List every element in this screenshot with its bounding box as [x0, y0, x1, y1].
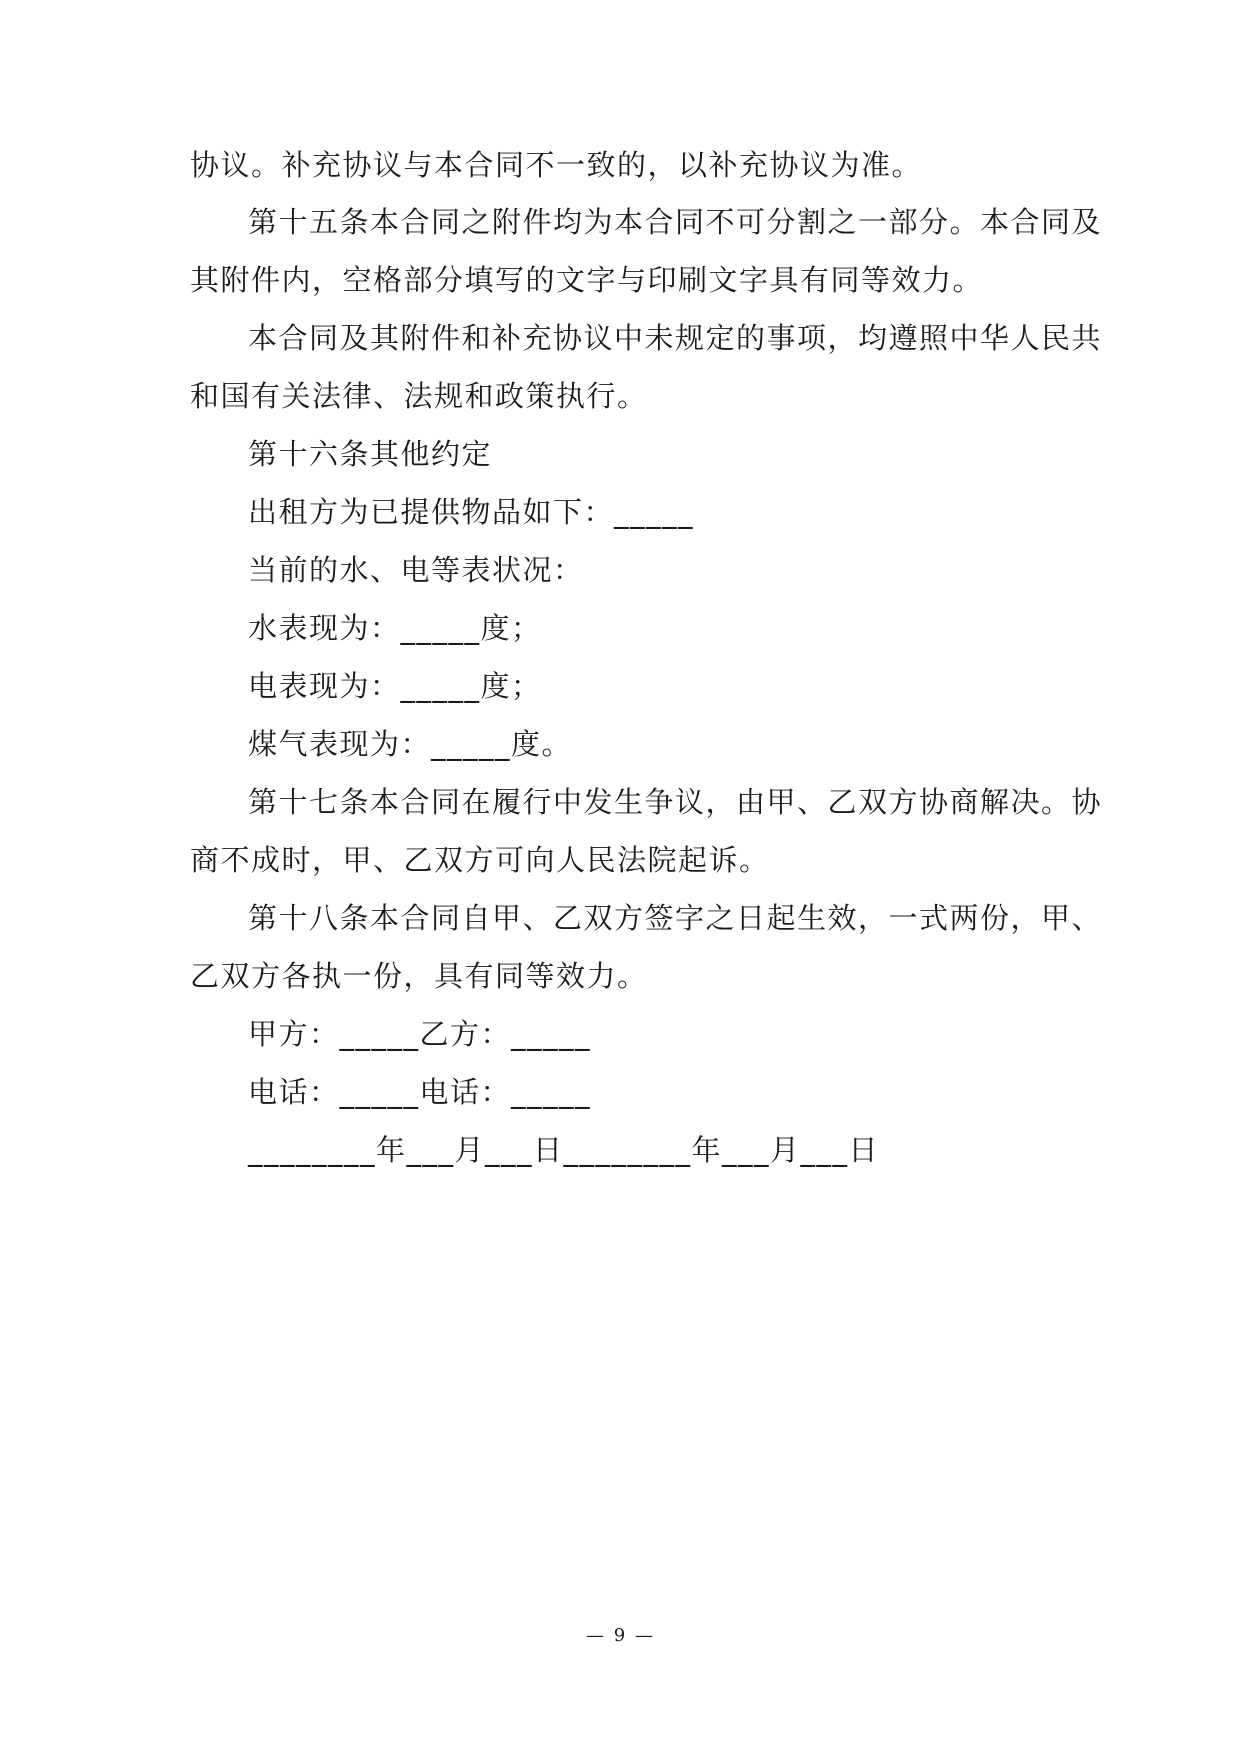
phone-line: 电话：_____电话：_____	[248, 1075, 592, 1109]
clause-15-line-1: 第十五条本合同之附件均为本合同不可分割之一部分。本合同及	[248, 205, 1103, 239]
clause-17-line-1: 第十七条本合同在履行中发生争议，由甲、乙双方协商解决。协	[248, 785, 1103, 819]
electric-meter-line: 电表现为：_____度；	[248, 669, 542, 703]
provided-items-line: 出租方为已提供物品如下：_____	[248, 495, 695, 529]
unregulated-matters-line-1: 本合同及其附件和补充协议中未规定的事项，均遵照中华人民共	[248, 321, 1103, 355]
date-line: ________年___月___日________年___月___日	[248, 1133, 880, 1167]
clause-14-continuation: 协议。补充协议与本合同不一致的，以补充协议为准。	[190, 148, 923, 182]
clause-18-line-1: 第十八条本合同自甲、乙双方签字之日起生效，一式两份，甲、	[248, 901, 1103, 935]
gas-meter-line: 煤气表现为：_____度。	[248, 727, 573, 761]
clause-18-line-2: 乙双方各执一份，具有同等效力。	[190, 959, 648, 993]
party-signature-line: 甲方：_____乙方：_____	[248, 1017, 592, 1051]
meter-status-heading: 当前的水、电等表状况：	[248, 553, 584, 587]
unregulated-matters-line-2: 和国有关法律、法规和政策执行。	[190, 379, 648, 413]
clause-17-line-2: 商不成时，甲、乙双方可向人民法院起诉。	[190, 843, 770, 877]
clause-15-line-2: 其附件内，空格部分填写的文字与印刷文字具有同等效力。	[190, 263, 984, 297]
water-meter-line: 水表现为：_____度；	[248, 611, 542, 645]
clause-16-heading: 第十六条其他约定	[248, 437, 493, 471]
page-number: — 9 —	[586, 1625, 655, 1646]
